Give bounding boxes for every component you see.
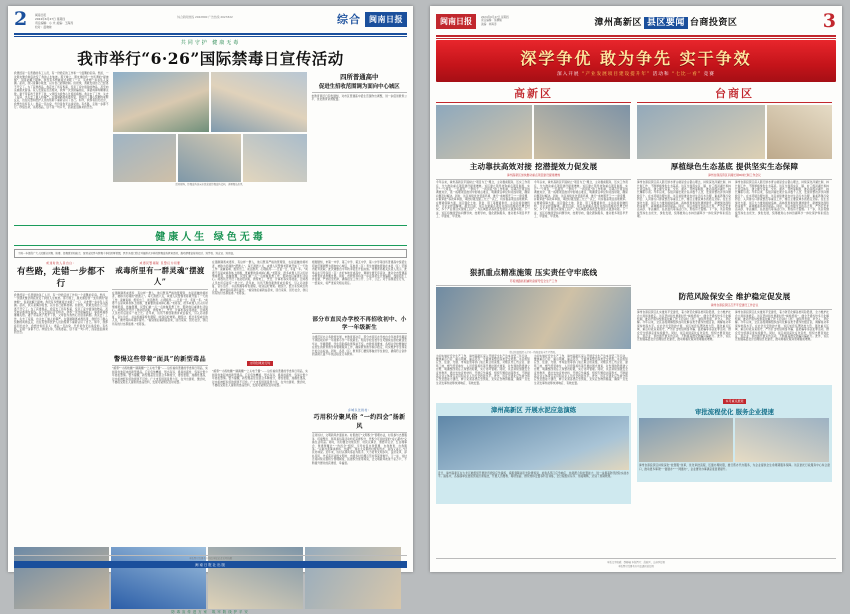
left-page-meta [35, 10, 73, 29]
zone-2-article-2-sub: 漳州台商投资区召开平安建设工作会议 [710, 302, 759, 307]
article-2-tail-body: “邮票”“小熊软糖”“跳跳糖”“上头电子烟”……这些看似普通的零食和日用品，实则是伪装起来的新型毒品。它们包装精美、形态各异，极具迷惑性，容易让青少年放松警惕。警方提醒，新型毒品往往混合多种成分，毒性更强、成瘾性更高，对中枢神经系统的损害不可逆。广大市民特别是青少年，在外出游玩、聚会时，不要接受陌生人提供的食品饮料，发现可疑情况及时报警。 [112, 367, 208, 385]
right-header-rule [436, 35, 836, 37]
zone-1-article-1-headline: 主动靠扶高效对接 挖潜提效力促发展 [469, 162, 598, 172]
section-tag-civilization: 文明创建进行时 [249, 361, 271, 366]
lead-photo-4 [178, 134, 241, 182]
article-2-body-cont: 在强制隔离戒毒所，有这样一群人，他们既是严格的管理者，也是温暖的倾听者，被称为灵魂的“摆渡人”。每天清晨六点，戒毒人民警察老陈就开始了一天的工作：查铺查哨、组织出工、谈话教育、心理疏导……日复一日，年复一年。“戒毒不仅是戒掉身体上的瘾，更重要的是戒掉心瘾。”老陈说，很多戒毒人员入所时情绪低落、抵触管理，民警们就一点一点地做思想工作，帮助他们重建生活信心。戒毒所还开设了技能培训班，教授电工、烹饪、计算机等实用技能，让戒毒人员出所后能有一技之长。近年来，该所不断创新教育戒治模式，引入运动康复、音乐治疗、书法绘画等特色课程，收到良好效果。据统计，经过系统戒治的人员，操守保持率逐年提升。“看到他们重新站起来，回归家庭、回归社会，我们所有的付出都值得。”老陈说。 [212, 261, 308, 296]
article-1-headline: 有些路，走错一步都不行 [16, 267, 105, 290]
lead-photo-caption: 活动现场，禁毒宣传员向市民发放禁毒宣传资料，讲解毒品危害。 [175, 182, 245, 186]
lead-photo-1 [113, 72, 209, 132]
left-page-header [8, 6, 413, 31]
left-main-columns [8, 72, 413, 222]
lower-column-2 [112, 261, 308, 544]
zone-1-article-2-body-b: 为切实做好安全生产工作，漳州高新区深入开展安全生产治本攻坚三年行动，聚焦重点行业、重点领域、重点环节，全面排查整治各类安全隐患。该区组织应急、住建、交通、市场监管等部门成立联合检查组，对辖区内工贸企业、建筑工地、燃气经营单位、人员密集场所等开展拉网式排查，对发现的隐患建立台账、明确整改责任人和整改时限，实行闭环管理。同时，该区持续加强安全宣传教育，通过发放宣传材料、开展应急演练、组织专题培训等形式，不断提高企业主体责任意识和从业人员安全技能水平。此外，该区还强化应急值守和应急处置能力建设，修订完善各类应急预案，充实应急物资储备，确保一旦发生突发事件能够快速响应、有效处置。 [534, 354, 628, 385]
edu-subhead-1: 部分市直民办学校不再招收初中、小学一年级新生 [312, 317, 407, 332]
lead-photo-3 [113, 134, 176, 182]
meta-paper-name: 闽南日报 [35, 13, 47, 17]
right-meta-date: 2024年6月27日 星期四 [481, 15, 509, 19]
campaign-slogan: 健康人生 绿色无毒 [14, 225, 407, 246]
right-footer-credits: 本版文字统稿：蔡柳楠 本版图片：高新区、台商区提供 [606, 560, 666, 564]
left-footer-note: 本版图片除署名外均由本报记者采写拍摄 [188, 557, 233, 560]
banner-title: 深学争优 敢为争先 实干争效 [520, 49, 752, 69]
zone-1-article-2-headline: 狠抓重点精准施策 压实责任守牢底线 [469, 268, 598, 278]
zone-2-feature-title: 审批流程优化 服务企业提速 [695, 408, 774, 417]
paper-logo: 闽南日报 [365, 12, 407, 27]
zone-2-photo-2 [767, 105, 832, 159]
zone-2-feature-body: 漳州台商投资区持续深化“放管服”改革，优化审批流程，压缩办理时限，推行帮办代办服务，为企业提供全生命周期服务保障。该区依托行政服务中心综合窗口，推动更多事项“一窗通办”“一网通办”，企业群众办事满意度显著提升。 [639, 464, 830, 471]
zone-2-feature-box [637, 385, 832, 482]
zone-2-feature-photo-1 [639, 418, 733, 462]
zone-1-article-2-caption: 联合检查组深入企业一线检查安全生产情况。 [509, 350, 558, 354]
zone-1-feature-title: 漳州高新区 开展水泥应急演练 [490, 405, 577, 414]
zone-2-article-2-body-b: 漳州台商投资区扎实推进平安建设，着力防范化解各类风险隐患，全力维护社会大局和谐稳定。该区坚持和发展新时代“枫桥经验”，健全矛盾纠纷多元化解机制，推动矛盾纠纷排查化解工作下沉到村（居），做到早发现、早介入、早化解。今年以来，全区各级调解组织成功化解各类矛盾纠纷数百起，调解成功率保持较高水平。在社会治安防控方面，该区加密巡逻防控力量，强化重点区域、重点时段巡查值守，严厉打击电信网络诈骗、盗抢骗等违法犯罪活动，群众安全感满意度持续提升。同时，该区持续深化反诈宣传，组织志愿者进社区、进企业、进校园开展宣传活动，不断提高群众防骗识骗能力。此外，该区还加强基层社会治理信息化建设，推动网格化服务管理提质增效。 [735, 311, 829, 342]
edu-headline-2: 促进生招收范围调为面向中心城区 [318, 84, 400, 91]
edu-lede: 市教育局近日印发通知，对市区普通高中招生范围作出调整，进一步促进教育公平、优化教育资源配置。 [311, 94, 407, 101]
left-column-3 [312, 72, 408, 222]
right-page-number: 3 [822, 10, 836, 32]
title-zone-right: 台商投资区 [689, 17, 738, 28]
zone-2-article-2-headline: 防范风险保安全 维护稳定促发展 [678, 292, 791, 302]
left-footer-bar: 闽南日报社出版 [14, 561, 407, 568]
lower-column-3 [312, 261, 407, 544]
left-masthead [337, 10, 407, 27]
left-lower-columns [8, 261, 413, 544]
article-body-1: 我曾经是一名普通的务工人员，有一份稳定的工作和一个温馨的家庭。然而，一次朋友聚会彻底改变了我的人生轨迹。那天晚上，朋友递给我一支所谓的“提神烟”，说是能解乏提神。我没有多想就接过来吸了一口，从此便一步步坠入深渊。起初，我只是偶尔吸食，以为自己能够控制。但很快，我就发现自己已经离不开它了。为了获得毒品，我花光了所有积蓄，变卖了家中值钱的物品，甚至向亲戚朋友借钱。家人发现后苦苦相劝，我却一次次欺骗他们，承诺戒掉却屡屡失败。妻子带着孩子离开了我，父母因为我伤心过度而病倒。我失去了工作，失去了家庭，也失去了做人的尊严。在强制隔离戒毒所里，我经历了撕心裂肺的戒断反应，也在民警和医护人员的帮助下重新认识了自己。如今，我即将回归社会，我想告诉所有人：毒品一旦沾染，代价是你无法承受的。有些路，走错一步都不行。珍惜生命，远离毒品，这不是一句口号，而是血泪换来的忠告。 [14, 72, 109, 110]
lead-box-note: 为进一步提高广大人民群众识毒、防毒、拒毒意识和能力，营造全民参与禁毒斗争的浓厚氛围，我市多部门联合开展形式多样的禁毒宣传教育活动，推动禁毒宣传进社区、进学校、进企业、进家庭。 [14, 249, 407, 258]
lead-label: 共同守护 健康无毒 [180, 40, 241, 47]
meta-proof: 校对：温晓妹 [35, 25, 52, 29]
edu-subbody-1: 为规范民办义务教育发展，市教育局决定，部分市直民办学校自今年秋季学期起不再招收初中一年级和小学一年级新生。相关学校在校学生可继续在原校就读至毕业，学籍管理、学生资助等政策保持不变。市教育局要求，各相关学校要做好在校生的教育教学和管理服务工作，确保教育教学秩序稳定，切实维护学生和家长的合法权益。同时，各县（区）教育部门要统筹做好学位供给，确保符合条件的适龄儿童少年依法接受义务教育。 [312, 335, 407, 356]
bottom-photo-caption: 防毒宣传进万家 筑牢防线护平安 [171, 610, 250, 614]
right-zones [430, 82, 842, 504]
zone-1-photo-3 [436, 287, 631, 349]
zone-2-article-1-headline: 厚植绿色生态基底 提供坚实生态保障 [670, 162, 799, 172]
zone-1-photo-1 [436, 105, 532, 159]
header-rule [14, 33, 407, 35]
banner-subtitle [440, 71, 832, 77]
right-page-title [514, 15, 818, 28]
zone-1-article-1-body-a: 今年以来，漳州高新区牢固树立“项目为王”理念，主动靠前服务，压实工作责任，全力推动重点项目建设提速增效。该区建立领导挂钩重点项目制度，实行“一个项目、一名领导、一套班子、一抓到底”的工作机制，定期召开项目协调推进会，逐一梳理项目推进中的堵点难点，明确责任单位和完成时限，确保问题及时解决。同时，该区持续优化营商环境，推行“拿地即开工”“一窗受理、并联审批”等改革举措，审批时限压缩三分之一以上，切实提高项目落地效率。在要素保障方面，该区强化土地、资金、用工等要素供给，主动对接金融机构，为企业纾困解难。截至目前，该区在建重点项目完成投资额同比增长较快，多个产业项目实现竣工投产，为区域经济高质量发展注入强劲动能。下一步，该区将继续坚持问题导向、结果导向，强化跟踪服务，推动更多项目早开工、早建成、早见效。 [436, 181, 530, 219]
right-footer-note: 本版图片除署名外均由通讯员提供 [618, 565, 654, 568]
lower-column-1 [14, 261, 108, 544]
right-page-meta [481, 16, 509, 26]
right-page [430, 6, 842, 572]
article-1-kicker: 或迷时的人是自白： [46, 261, 76, 266]
zone-1-feature-body: 近日，漳州高新区在九龙江畔组织开展防汛抢险应急演练，模拟强降雨引发险情场景，检验各部门应急响应、协同配合和处置能力，进一步提高防汛抢险实战水平。演练中，各参演单位按照预案迅速集结，开展人员搜救、堤坝加固、群众转移安置等科目训练，全过程组织有序、衔接顺畅，达到了预期效果。 [438, 471, 629, 478]
left-column-1 [14, 72, 109, 222]
left-column-2 [113, 72, 308, 222]
zone-gaoxinqu [436, 85, 631, 504]
lead-photo-2 [211, 72, 307, 132]
zone-2-article-1-body-a: 漳州台商投资区深入践行绿水青山就是金山银山理念，持续深化河湖长制、林长制工作，不断厚植绿色生态基底。该区全面落实区、镇、村三级河湖长和林长责任体系，建立健全巡查、交办、督办、考核等制度，推动各级河湖长、林长履职尽责。今年以来，各级河湖长累计巡河数千人次，发现并整改涉水问题数百个。在水环境治理方面，该区持续推进农村生活污水治理、畜禽养殖污染防治、入河排污口排查整治等重点工作，辖区主要流域水质稳定达标。在生态绿化方面，该区大力推进植树造林、森林抚育和绿色通道建设，新增绿化面积稳步提升，森林覆盖率持续提高。同时，该区加强生态执法力度，严厉打击非法采砂、非法捕捞、乱砍滥伐等违法行为，形成有力震慑。下一步，该区将继续坚持生态优先、绿色发展，统筹推进山水林田湖草沙一体化保护和系统治理。 [637, 181, 731, 219]
edu-body: 根据通知，市第一中学、第三中学、第五中学、第八中学等四所普通高中统招生招收范围调整为面向中心城区，其他县（区）考生按属地原则在本县（区）范围内报考录取。此次调整自今年秋季招生开始实施。市教育局相关负责人表示，此举旨在引导各县（区）办好本地优质高中，遏制生源无序流动，推动全市普通高中教育优质均衡发展。同时，市教育局将进一步完善招生计划编制，加强招生工作监督，严肃招生纪律，确保招生工作公开、公平、公正。对于违规招生行为，一经查实，将严肃追究相关责任。 [312, 261, 407, 285]
lead-headline: 我市举行“6·26”国际禁毒日宣传活动 [77, 49, 344, 69]
article-2-body-cont2: “邮票”“小熊软糖”“跳跳糖”“上头电子烟”……这些看似普通的零食和日用品，实则是伪装起来的新型毒品。它们包装精美、形态各异，极具迷惑性，容易让青少年放松警惕。警方提醒，新型毒品往往混合多种成分，毒性更强、成瘾性更高，对中枢神经系统的损害不可逆。广大市民特别是青少年，在外出游玩、聚会时，不要接受陌生人提供的食品饮料，发现可疑情况及时报警。 [212, 370, 308, 388]
zone-taishangqu [637, 85, 832, 504]
zone-2-article-1-sub: 漳州台商投资区河湖长制llI林长制工作会议 [708, 172, 761, 177]
left-page-footer [14, 555, 407, 569]
title-zone-left: 漳州高新区 [594, 17, 642, 28]
article-1-body: 我曾经是一名普通的务工人员，有一份稳定的工作和一个温馨的家庭。然而，一次朋友聚会彻底改变了我的人生轨迹。那天晚上，朋友递给我一支所谓的“提神烟”，说是能解乏提神。我没有多想就接过来吸了一口，从此便一步步坠入深渊。起初，我只是偶尔吸食，以为自己能够控制。但很快，我就发现自己已经离不开它了。为了获得毒品，我花光了所有积蓄，变卖了家中值钱的物品，甚至向亲戚朋友借钱。家人发现后苦苦相劝，我却一次次欺骗他们，承诺戒掉却屡屡失败。妻子带着孩子离开了我，父母因为我伤心过度而病倒。我失去了工作，失去了家庭，也失去了做人的尊严。在强制隔离戒毒所里，我经历了撕心裂肺的戒断反应，也在民警和医护人员的帮助下重新认识了自己。如今，我即将回归社会，我想告诉所有人：毒品一旦沾染，代价是你无法承受的。有些路，走错一步都不行。珍惜生命，远离毒品，这不是一句口号，而是血泪换来的忠告。 [14, 293, 108, 335]
right-meta-editor: 责任编辑：蔡柳楠 [481, 19, 502, 23]
village-body: 走进该村，文明新风扑面而来。村里推行“文明积分”管理办法，村民参与志愿服务、环境整治、移风易俗等活动均可获得积分，凭积分可到村里的“爱心超市”兑换生活用品。同时，该村健全村规民约、村民议事会、道德评议会、红白理事会、禁毒禁赌会“一约四会”组织，引导村民自我管理、自我教育、自我服务。“以前办喜事讲排场、比阔气，现在大家都按村规民约办，省钱又省心。”村民老林说。近年来，该村以移风易俗为抓手，大力培育文明乡风、良好家风、淳朴民风，先后获评省级文明村、市级乡村治理示范村等荣誉称号。下一步，该村还将持续完善积分管理制度，拓展积分使用场景，让文明新风吹进千家万户，不断提升群众的获得感、幸福感。 [312, 434, 407, 465]
zone-1-article-1-body-b: 今年以来，漳州高新区牢固树立“项目为王”理念，主动靠前服务，压实工作责任，全力推动重点项目建设提速增效。该区建立领导挂钩重点项目制度，实行“一个项目、一名领导、一套班子、一抓到底”的工作机制，定期召开项目协调推进会，逐一梳理项目推进中的堵点难点，明确责任单位和完成时限，确保问题及时解决。同时，该区持续优化营商环境，推行“拿地即开工”“一窗受理、并联审批”等改革举措，审批时限压缩三分之一以上，切实提高项目落地效率。在要素保障方面，该区强化土地、资金、用工等要素供给，主动对接金融机构，为企业纾困解难。截至目前，该区在建重点项目完成投资额同比增长较快，多个产业项目实现竣工投产，为区域经济高质量发展注入强劲动能。下一步，该区将继续坚持问题导向、结果导向，强化跟踪服务，推动更多项目早开工、早建成、早见效。 [534, 181, 628, 219]
zone-1-article-1-sub: 漳州高新区加快推动重点项目建设提速增效 [506, 172, 561, 177]
zone-1-feature-box [436, 403, 631, 504]
article-2-tail-headline: 警惕这些带着“面具”的新型毒品 [113, 355, 207, 363]
right-page-footer [436, 558, 836, 568]
banner-sub-quote1: “产业发展项目建设提升年” [582, 72, 651, 78]
banner-sub-end: 竞赛 [703, 72, 715, 78]
meta-date: 2024年6月27日 星期四 [35, 17, 66, 21]
meta-editor: 责任编辑：小 米 美编：王海涛 [35, 21, 74, 25]
zone-1-article-2-sub: 苏希道路抓抓铺防备督导安全生产工作 [509, 278, 558, 283]
lead-photo-5 [243, 134, 307, 182]
article-2-body: 在强制隔离戒毒所，有这样一群人，他们既是严格的管理者，也是温暖的倾听者，被称为灵魂的“摆渡人”。每天清晨六点，戒毒人民警察老陈就开始了一天的工作：查铺查哨、组织出工、谈话教育、心理疏导……日复一日，年复一年。“戒毒不仅是戒掉身体上的瘾，更重要的是戒掉心瘾。”老陈说，很多戒毒人员入所时情绪低落、抵触管理，民警们就一点一点地做思想工作，帮助他们重建生活信心。戒毒所还开设了技能培训班，教授电工、烹饪、计算机等实用技能，让戒毒人员出所后能有一技之长。近年来，该所不断创新教育戒治模式，引入运动康复、音乐治疗、书法绘画等特色课程，收到良好效果。据统计，经过系统戒治的人员，操守保持率逐年提升。“看到他们重新站起来，回归家庭、回归社会，我们所有的付出都值得。”老陈说。 [112, 291, 208, 326]
campaign-banner [436, 40, 836, 82]
zone-1-article-2-body-a: 为切实做好安全生产工作，漳州高新区深入开展安全生产治本攻坚三年行动，聚焦重点行业、重点领域、重点环节，全面排查整治各类安全隐患。该区组织应急、住建、交通、市场监管等部门成立联合检查组，对辖区内工贸企业、建筑工地、燃气经营单位、人员密集场所等开展拉网式排查，对发现的隐患建立台账、明确整改责任人和整改时限，实行闭环管理。同时，该区持续加强安全宣传教育，通过发放宣传材料、开展应急演练、组织专题培训等形式，不断提高企业主体责任意识和从业人员安全技能水平。此外，该区还强化应急值守和应急处置能力建设，修订完善各类应急预案，充实应急物资储备，确保一旦发生突发事件能够快速响应、有效处置。 [436, 354, 530, 385]
left-page [8, 6, 413, 614]
zone-2-article-1-body-b: 漳州台商投资区深入践行绿水青山就是金山银山理念，持续深化河湖长制、林长制工作，不断厚植绿色生态基底。该区全面落实区、镇、村三级河湖长和林长责任体系，建立健全巡查、交办、督办、考核等制度，推动各级河湖长、林长履职尽责。今年以来，各级河湖长累计巡河数千人次，发现并整改涉水问题数百个。在水环境治理方面，该区持续推进农村生活污水治理、畜禽养殖污染防治、入河排污口排查整治等重点工作，辖区主要流域水质稳定达标。在生态绿化方面，该区大力推进植树造林、森林抚育和绿色通道建设，新增绿化面积稳步提升，森林覆盖率持续提高。同时，该区加强生态执法力度，严厉打击非法采砂、非法捕捞、乱砍滥伐等违法行为，形成有力震慑。下一步，该区将继续坚持生态优先、绿色发展，统筹推进山水林田湖草沙一体化保护和系统治理。 [735, 181, 829, 219]
zone-1-title: 高新区 [514, 87, 553, 101]
left-top-note: 综合新闻热线 2022800 广告热线 2023322 [177, 15, 233, 19]
right-paper-logo: 闽南日报 [436, 14, 476, 29]
banner-sub-quote2: “七比一看” [672, 72, 702, 78]
title-section-box: 县区要闻 [644, 17, 688, 29]
zone-1-photo-2 [534, 105, 630, 159]
right-header-rule-thin [436, 38, 836, 39]
zone-2-feature-tag: 本月重点推进 [725, 399, 744, 404]
edu-headline-1: 四所普通高中 [340, 73, 379, 82]
village-headline: 巧用积分聚风俗 “一约四会”扬新风 [313, 413, 406, 430]
banner-sub-mid: 活动和 [652, 72, 670, 78]
zone-2-title: 台商区 [715, 87, 754, 101]
article-2-headline: 戒毒所里有一群灵魂“摆渡人” [115, 266, 205, 287]
header-rule-thin [14, 36, 407, 37]
zone-2-feature-photo-2 [735, 418, 829, 462]
zone-2-photo-1 [637, 105, 765, 159]
village-kicker: 乡城以过则村： [347, 407, 372, 412]
article-2-kicker: 戒毒民警揭秘 民警们为何要 [139, 261, 181, 266]
left-page-number: 2 [14, 8, 28, 30]
right-page-header [430, 6, 842, 34]
zone-2-article-2-body-a: 漳州台商投资区扎实推进平安建设，着力防范化解各类风险隐患，全力维护社会大局和谐稳定。该区坚持和发展新时代“枫桥经验”，健全矛盾纠纷多元化解机制，推动矛盾纠纷排查化解工作下沉到村（居），做到早发现、早介入、早化解。今年以来，全区各级调解组织成功化解各类矛盾纠纷数百起，调解成功率保持较高水平。在社会治安防控方面，该区加密巡逻防控力量，强化重点区域、重点时段巡查值守，严厉打击电信网络诈骗、盗抢骗等违法犯罪活动，群众安全感满意度持续提升。同时，该区持续深化反诈宣传，组织志愿者进社区、进企业、进校园开展宣传活动，不断提高群众防骗识骗能力。此外，该区还加强基层社会治理信息化建设，推动网格化服务管理提质增效。 [637, 311, 731, 342]
section-title: 综合 [337, 13, 361, 26]
right-meta-designer: 美编：林海涛 [481, 22, 497, 26]
banner-sub-pre: 深入开展 [557, 72, 580, 78]
zone-1-feature-photo [438, 416, 629, 470]
